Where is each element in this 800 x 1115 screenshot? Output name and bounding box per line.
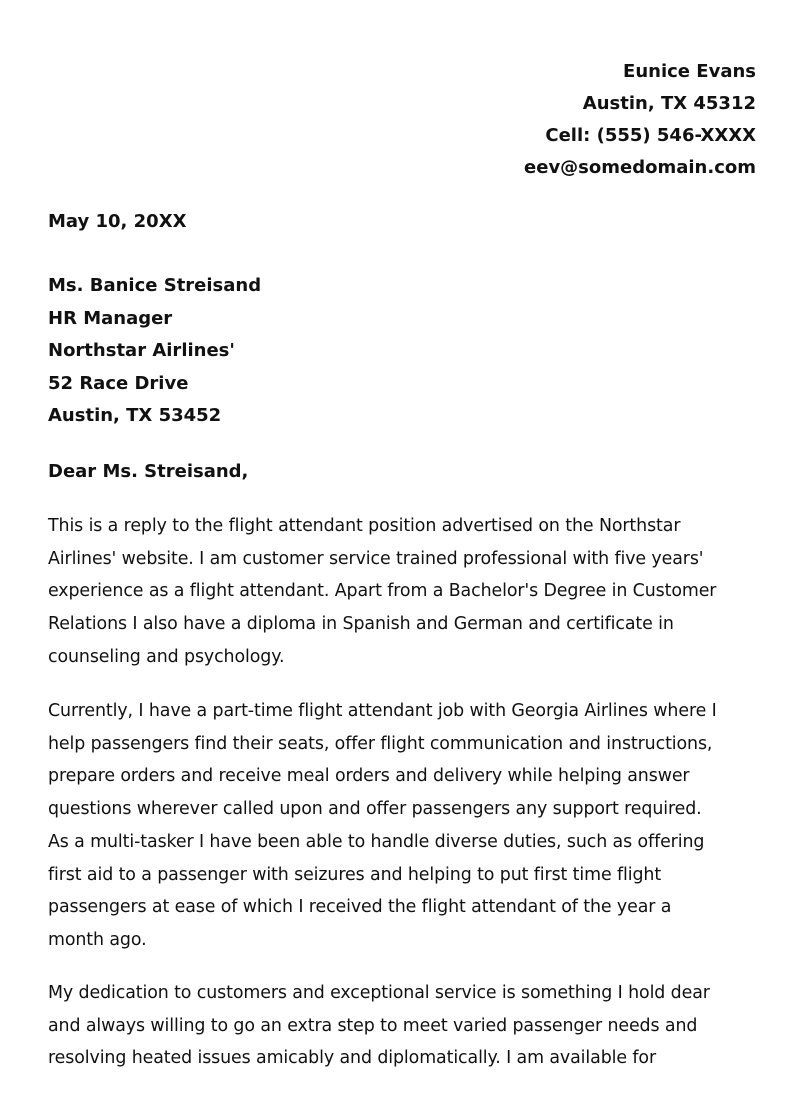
recipient-name: Ms. Banice Streisand	[48, 275, 262, 296]
paragraph-line: help passengers find their seats, offer flight communication and instructions,	[48, 733, 713, 754]
paragraph-line: month ago.	[48, 929, 147, 950]
paragraph-line: This is a reply to the flight attendant position advertised on the Northstar	[48, 516, 681, 536]
recipient-city-line: Austin, TX 53452	[48, 405, 222, 426]
body-paragraph-3	[48, 977, 764, 1075]
sender-block	[524, 56, 756, 184]
paragraph-line: My dedication to customers and exceptional service is something I hold dear	[48, 983, 710, 1003]
paragraph-line: first aid to a passenger with seizures and helping to put first time flight	[48, 864, 662, 885]
recipient-block	[48, 270, 261, 433]
sender-city-line: Austin, TX 45312	[582, 93, 756, 114]
paragraph-line: Currently, I have a part-time flight attendant job with Georgia Airlines where I	[48, 701, 717, 721]
salutation: Dear Ms. Streisand,	[48, 461, 249, 482]
paragraph-line: questions wherever called upon and offer passengers any support required.	[48, 799, 702, 820]
body-paragraph-2	[48, 695, 764, 957]
recipient-street: 52 Race Drive	[48, 372, 189, 394]
sender-email: eev@somedomain.com	[524, 157, 756, 178]
paragraph-line: experience as a flight attendant. Apart from a Bachelor's Degree in Customer	[48, 581, 717, 602]
body-paragraph-1	[48, 510, 764, 674]
paragraph-line: As a multi-tasker I have been able to handle diverse duties, such as offering	[48, 831, 705, 852]
letter-date: May 10, 20XX	[48, 211, 187, 232]
paragraph-line: Airlines' website. I am customer service trained professional with five years'	[48, 548, 704, 569]
paragraph-line: resolving heated issues amicably and diplomatically. I am available for	[48, 1048, 657, 1069]
sender-phone: Cell: (555) 546-XXXX	[545, 125, 756, 146]
paragraph-line: passengers at ease of which I received the flight attendant of the year a	[48, 897, 672, 918]
paragraph-line: prepare orders and receive meal orders and delivery while helping answer	[48, 766, 690, 787]
recipient-company: Northstar Airlines'	[48, 340, 235, 361]
paragraph-line: Relations I also have a diploma in Spanish and German and certificate in	[48, 614, 674, 635]
paragraph-line: counseling and psychology.	[48, 646, 285, 667]
sender-name: Eunice Evans	[623, 61, 756, 82]
recipient-title: HR Manager	[48, 307, 173, 329]
paragraph-line: and always willing to go an extra step to meet varied passenger needs and	[48, 1015, 698, 1036]
